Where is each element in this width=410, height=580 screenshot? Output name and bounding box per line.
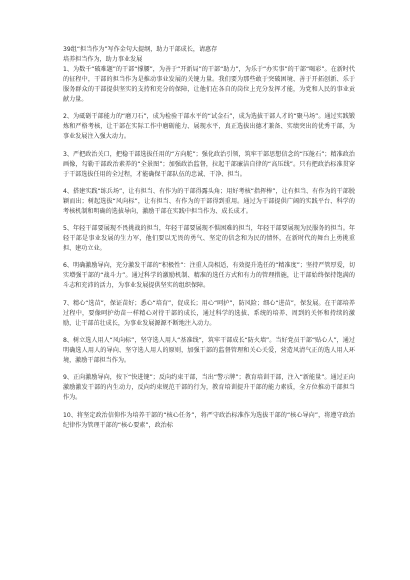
paragraph-4 — [63, 187, 355, 217]
paragraph-text: 2、为砥砺干部能力的“磨刀石”，成为检验干部水平的“试金石”，成为选拔干部人才的“聚马场”。通过实践锻炼和严格考核，让干部在实际工作中磨砺能力、展现水平，真正选拔出德才兼备、实绩突出的优秀干部，为事业发展注入强大动力。 — [63, 113, 355, 141]
paragraph-10 — [63, 411, 355, 431]
paragraph-text: 5、年轻干部要展现不畏挑战的担当，年轻干部要展现不惧困难的担当，年轻干部要展现为民服务的担当。年轻干部是事业发展的生力军，他们要以无畏的勇气、坚定的信念和为民的情怀，在新时代的舞台上勇挑重担、建功立业。 — [63, 225, 355, 253]
paragraph-text: 1、为数千“破难题”的干部“撑腰”，为善于“开新局”的干部“助力”，为乐于“办实事”的干部“喝彩”。在新时代的征程中，干部的担当作为是推动事业发展的关键力量。我们要为那些敢于突破困境、善于开拓创新、乐于服务群众的干部提供坚实的支持和充分的保障，让他们在各自的岗位上充分发挥才能，为党和人民的事业贡献力量。 — [63, 66, 355, 103]
paragraph-7 — [63, 299, 355, 329]
paragraph-text: 4、搭建实践“练兵场”，让有担当、有作为的干部得露头角；用好考核“指挥棒”，让有担当、有作为的干部脱颖而出；树起选拔“风向标”，让有担当、有作为的干部得到重用。通过为干部提供广阔的实践平台、科学的考核机制和明确的选拔导向，激励干部在实践中担当作为、成长成才。 — [63, 187, 355, 215]
paragraph-9 — [63, 373, 355, 403]
paragraph-text: 7、精心“选苗”，保证苗好；悉心“培育”，促成长；用心“呵护”，防风险；细心“进苗”，保发展。在干部培养过程中，要像呵护幼苗一样精心对待干部的成长，通过科学的选拔、系统的培养、周到的关怀和持续的激励，让干部茁壮成长，为事业发展源源不断地注入动力。 — [63, 299, 355, 327]
paragraph-6 — [63, 261, 355, 291]
document-title-line-2: 培养担当作为，助力事业发展 — [63, 56, 143, 63]
paragraph-3 — [63, 150, 355, 180]
document-title-line-1: 39组“担当作为”写作金句大提纲，助力干部成长，请惠存 — [63, 46, 218, 53]
paragraph-text: 8、树立选人用人“风向标”，坚守选人用人“基准线”，筑牢干部成长“防火墙”。当好党员干部“贴心人”，通过明确选人用人的导向、坚守选人用人的原则，加强干部的监督管理和关心关爱，营造风清气正的选人用人环境，激励干部担当作为。 — [63, 337, 355, 365]
paragraph-text: 9、正向激励导向，按下“快进键”；反向约束干部，当出“警示牌”；教育培训干部，注入“新能量”。通过正向激励激发干部的内生动力，反向约束规范干部的行为，教育培训提升干部的能力素质，全方位推动干部担当作为。 — [63, 374, 355, 402]
paragraph-text: 6、明确激励导向，充分激发干部的“积极性”：注重人岗相适，有效提升选任的“精准度”；坚持严管厚爱，切实增强干部的“战斗力”。通过科学的激励机制、精准的选任方式和有力的管理措施，让干部始终保持饱满的斗志和充沛的活力，为事业发展提供坚实的组织保障。 — [63, 262, 355, 290]
paragraph-8 — [63, 336, 355, 366]
paragraph-2 — [63, 112, 355, 142]
paragraph-1 — [63, 65, 355, 105]
paragraph-text: 3、严把政治关口，把稳干部选拔任用的“方向舵”；强化政治引领，筑牢干部思想信念的“压舱石”；精准政治画像，勾勒干部政治素养的“全景图”；加强政治监督，拉起干部廉洁自律的“高压线”。只有把政治标准贯穿于干部选拔任用的全过程，才能确保干部队伍的忠诚、干净、担当。 — [63, 150, 355, 178]
paragraph-5 — [63, 224, 355, 254]
paragraph-text: 10、将坚定政治信仰作为培养干部的“核心任务”，将严守政治标准作为选拔干部的“核心导向”，将遵守政治纪律作为管理干部的“核心要素”，政治标 — [63, 411, 355, 429]
